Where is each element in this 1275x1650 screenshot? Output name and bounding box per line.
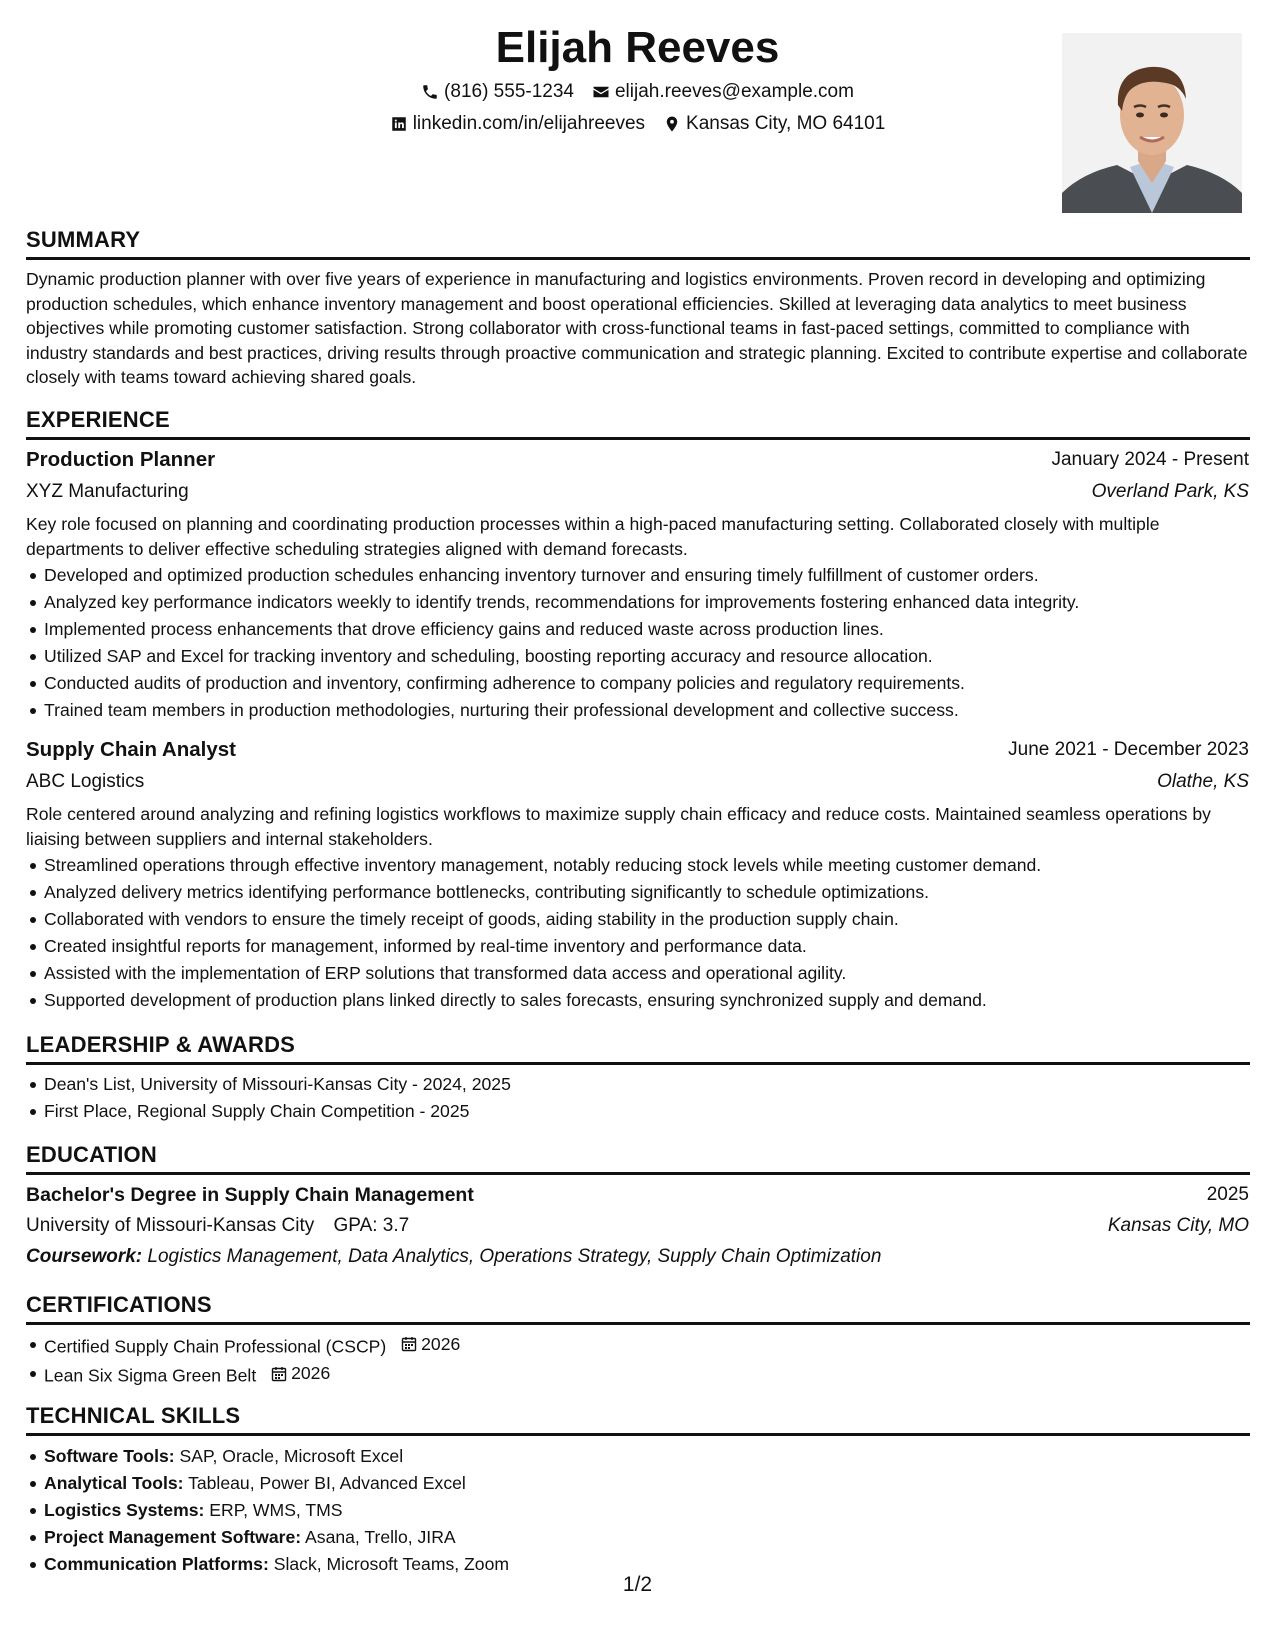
skill-value: Asana, Trello, JIRA — [305, 1526, 456, 1547]
job-description: Key role focused on planning and coordinating production processes within a high-paced manufacturing setting. Collaborated closely with multiple departments to deliver effective scheduling strategies aligned with demand forecasts. — [26, 514, 1160, 559]
page-number: 1/2 — [622, 1573, 653, 1596]
cert-date — [401, 1331, 460, 1358]
skill-label: Logistics Systems: — [44, 1499, 205, 1520]
list-item — [26, 1524, 1250, 1551]
section-divider — [26, 437, 1250, 440]
list-item: Supported development of production plans linked directly to sales forecasts, ensuring synchronized supply and demand. — [26, 987, 1250, 1014]
profile-photo — [1062, 33, 1242, 213]
list-item: Analyzed key performance indicators weekly to identify trends, recommendations for improvements fostering enhanced data integrity. — [26, 589, 1250, 616]
envelope-icon — [592, 83, 610, 101]
skill-value: ERP, WMS, TMS — [209, 1499, 343, 1520]
job-location: Overland Park, KS — [1091, 481, 1249, 502]
skill-label: Software Tools: — [44, 1446, 175, 1466]
cert-year: 2026 — [291, 1363, 331, 1384]
job-bullets — [26, 562, 1250, 723]
list-item: Utilized SAP and Excel for tracking inventory and scheduling, boosting reporting accuracy and resource allocation. — [26, 643, 1250, 670]
job-dates: June 2021 - December 2023 — [1008, 739, 1249, 760]
email-text: elijah.reeves@example.com — [614, 81, 854, 102]
skills-list — [26, 1443, 1250, 1578]
leadership-list — [26, 1071, 1250, 1125]
section-divider — [26, 1062, 1250, 1065]
degree-title: Bachelor's Degree in Supply Chain Management — [26, 1184, 474, 1206]
skill-label: Analytical Tools: — [44, 1472, 184, 1493]
cert-year: 2026 — [421, 1334, 461, 1354]
phone-icon — [421, 83, 439, 101]
skill-value: SAP, Oracle, Microsoft Excel — [179, 1446, 404, 1466]
section-divider — [26, 257, 1250, 260]
coursework-line — [26, 1244, 881, 1270]
list-item — [26, 1360, 1250, 1389]
job-dates: January 2024 - Present — [1051, 449, 1249, 470]
section-title-summary: SUMMARY — [26, 227, 141, 252]
candidate-name: Elijah Reeves — [495, 23, 780, 72]
section-title-education: EDUCATION — [26, 1142, 157, 1167]
summary-text: Dynamic production planner with over five years of experience in manufacturing and logistics environments. Proven record in developing and optimizing production schedules, which enhance inventory management and boost operational efficiencies. Skilled at leveraging data analytics to meet business objectives while promoting customer satisfaction. Strong collaborator with cross-functional teams in fast-paced settings, committed to compliance with industry standards and best practices, driving results through proactive communication and strategic planning. Excited to contribute expertise and collaborate closely with teams toward achieving shared goals. — [26, 269, 1248, 388]
contact-phone[interactable] — [421, 79, 574, 105]
skill-label: Communication Platforms: — [44, 1553, 269, 1574]
section-divider — [26, 1172, 1250, 1175]
list-item: Conducted audits of production and inventory, confirming adherence to company policies and regulatory requirements. — [26, 670, 1250, 697]
list-item — [26, 1443, 1250, 1470]
list-item: Implemented process enhancements that drove efficiency gains and reduced waste across production lines. — [26, 616, 1250, 643]
contact-location — [663, 111, 885, 137]
calendar-icon — [271, 1366, 287, 1382]
list-item: Dean's List, University of Missouri-Kansas City - 2024, 2025 — [26, 1071, 1250, 1098]
skill-label: Project Management Software: — [44, 1526, 302, 1547]
coursework-label: Coursework: — [26, 1246, 143, 1267]
list-item — [26, 1497, 1250, 1524]
cert-date — [271, 1360, 330, 1387]
job-company: XYZ Manufacturing — [26, 481, 189, 502]
linkedin-icon — [390, 115, 408, 133]
job-title: Production Planner — [26, 448, 216, 471]
list-item: Collaborated with vendors to ensure the timely receipt of goods, aiding stability in the production supply chain. — [26, 906, 1250, 933]
list-item: Created insightful reports for management, informed by real-time inventory and performance data. — [26, 933, 1250, 960]
cert-name: Certified Supply Chain Professional (CSCP) — [44, 1336, 387, 1357]
list-item — [26, 1470, 1250, 1497]
job-description: Role centered around analyzing and refining logistics workflows to maximize supply chain efficacy and reduce costs. Maintained seamless operations by liaising between suppliers and internal stakeholders. — [26, 804, 1211, 849]
list-item: Streamlined operations through effective inventory management, notably reducing stock levels while meeting customer demand. — [26, 852, 1250, 879]
section-divider — [26, 1433, 1250, 1436]
school-line — [26, 1213, 409, 1239]
job-title: Supply Chain Analyst — [26, 738, 236, 761]
gpa: GPA: 3.7 — [333, 1215, 410, 1236]
contact-email[interactable] — [592, 79, 854, 105]
section-title-certifications: CERTIFICATIONS — [26, 1292, 212, 1317]
school-location: Kansas City, MO — [1107, 1215, 1249, 1236]
linkedin-text: linkedin.com/in/elijahreeves — [412, 113, 646, 134]
phone-text: (816) 555-1234 — [444, 81, 574, 102]
location-text: Kansas City, MO 64101 — [686, 113, 886, 134]
list-item: Developed and optimized production schedules enhancing inventory turnover and ensuring timely fulfillment of customer orders. — [26, 562, 1250, 589]
list-item: Analyzed delivery metrics identifying performance bottlenecks, contributing significantly to schedule optimizations. — [26, 879, 1250, 906]
section-title-leadership: LEADERSHIP & AWARDS — [26, 1032, 296, 1057]
calendar-icon — [401, 1336, 417, 1352]
school-name: University of Missouri-Kansas City — [26, 1215, 315, 1236]
map-pin-icon — [663, 115, 681, 133]
skill-value: Slack, Microsoft Teams, Zoom — [273, 1553, 510, 1574]
job-company: ABC Logistics — [26, 771, 145, 792]
list-item — [26, 1331, 1250, 1360]
section-divider — [26, 1322, 1250, 1325]
coursework-text: Logistics Management, Data Analytics, Operations Strategy, Supply Chain Optimization — [147, 1246, 882, 1267]
section-title-skills: TECHNICAL SKILLS — [26, 1403, 241, 1428]
skill-value: Tableau, Power BI, Advanced Excel — [188, 1472, 466, 1493]
cert-name: Lean Six Sigma Green Belt — [44, 1365, 257, 1386]
section-title-experience: EXPERIENCE — [26, 407, 170, 432]
job-location: Olathe, KS — [1157, 771, 1249, 792]
graduation-year: 2025 — [1206, 1184, 1249, 1205]
list-item: First Place, Regional Supply Chain Competition - 2025 — [26, 1098, 1250, 1125]
job-bullets — [26, 852, 1250, 1013]
contact-linkedin[interactable] — [390, 111, 645, 137]
certifications-list — [26, 1331, 1250, 1390]
list-item: Trained team members in production methodologies, nurturing their professional development and collective success. — [26, 697, 1250, 724]
list-item: Assisted with the implementation of ERP solutions that transformed data access and operational agility. — [26, 960, 1250, 987]
